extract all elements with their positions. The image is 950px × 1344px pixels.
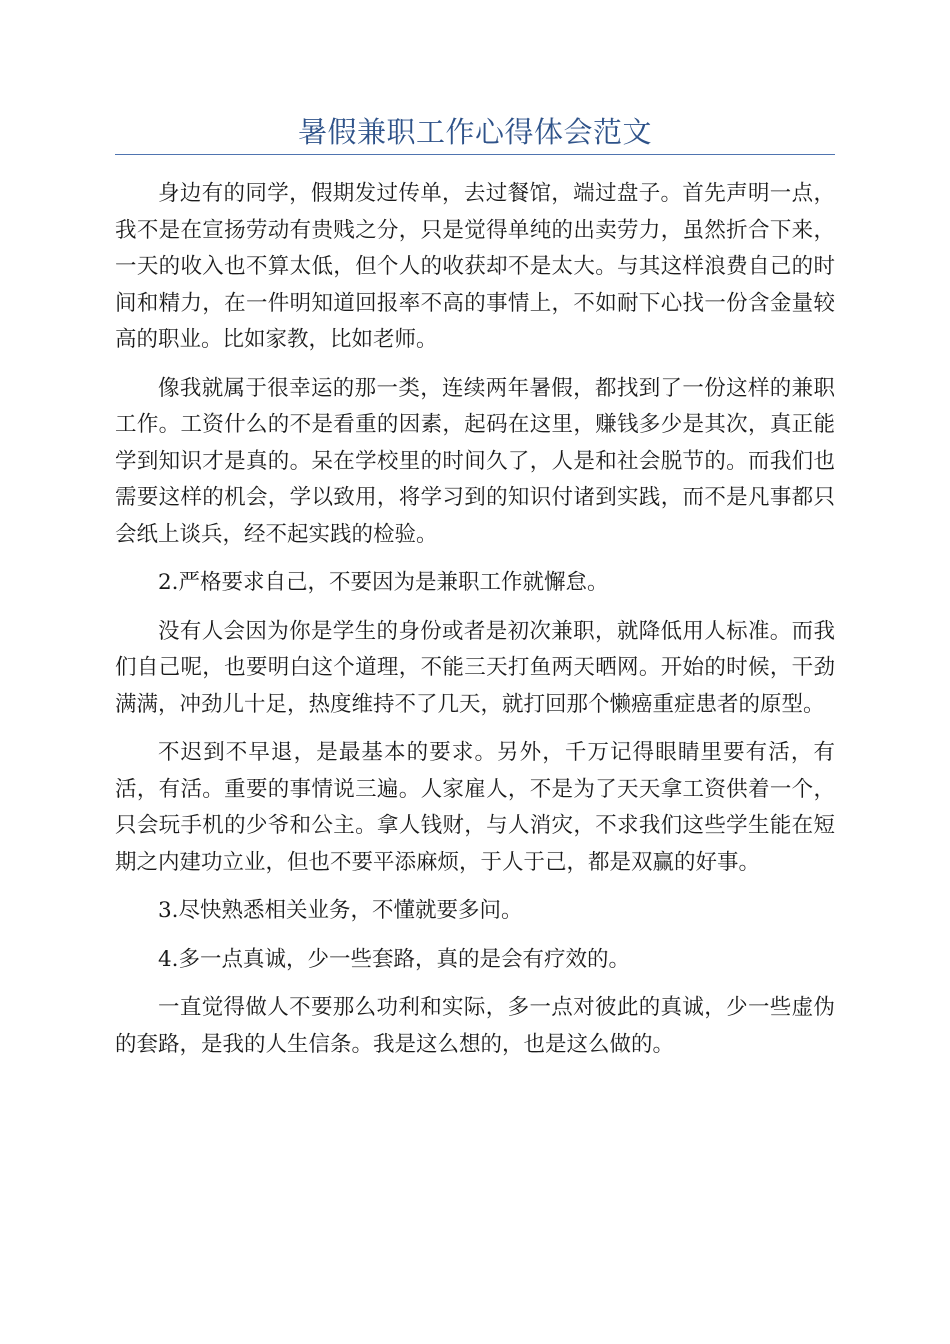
paragraph: 没有人会因为你是学生的身份或者是初次兼职，就降低用人标准。而我们自己呢，也要明白这个道理，不能三天打鱼两天晒网。开始的时候，干劲满满，冲劲儿十足，热度维持不了几天，就打回那个懒癌重症患者的原型。 xyxy=(115,618,835,717)
document-body xyxy=(115,176,835,1075)
paragraph: 身边有的同学，假期发过传单，去过餐馆，端过盘子。首先声明一点，我不是在宣扬劳动有贵贱之分，只是觉得单纯的出卖劳力，虽然折合下来，一天的收入也不算太低，但个人的收获却不是太大。与其这样浪费自己的时间和精力，在一件明知道回报率不高的事情上，不如耐下心找一份含金量较高的职业。比如家教，比如老师。 xyxy=(115,181,835,352)
document-title: 暑假兼职工作心得体会范文 xyxy=(297,115,652,149)
numbered-point: 3.尽快熟悉相关业务，不懂就要多问。 xyxy=(158,898,523,923)
paragraph: 像我就属于很幸运的那一类，连续两年暑假，都找到了一份这样的兼职工作。工资什么的不是看重的因素，起码在这里，赚钱多少是其次，真正能学到知识才是真的。呆在学校里的时间久了，人是和社会脱节的。而我们也需要这样的机会，学以致用，将学习到的知识付诸到实践，而不是凡事都只会纸上谈兵，经不起实践的检验。 xyxy=(115,375,835,547)
paragraph: 一直觉得做人不要那么功利和实际，多一点对彼此的真诚，少一些虚伪的套路，是我的人生信条。我是这么想的，也是这么做的。 xyxy=(115,995,835,1057)
numbered-point: 4.多一点真诚，少一些套路，真的是会有疗效的。 xyxy=(158,946,631,972)
paragraph: 不迟到不早退，是最基本的要求。另外，千万记得眼睛里要有活，有活，有活。重要的事情说三遍。人家雇人，不是为了天天拿工资供着一个，只会玩手机的少爷和公主。拿人钱财，与人消灾，不求我们这些学生能在短期之内建功立业，但也不要平添麻烦，于人于己，都是双赢的好事。 xyxy=(115,740,835,875)
numbered-point: 2.严格要求自己，不要因为是兼职工作就懈怠。 xyxy=(158,570,609,595)
title-underline xyxy=(115,154,835,155)
